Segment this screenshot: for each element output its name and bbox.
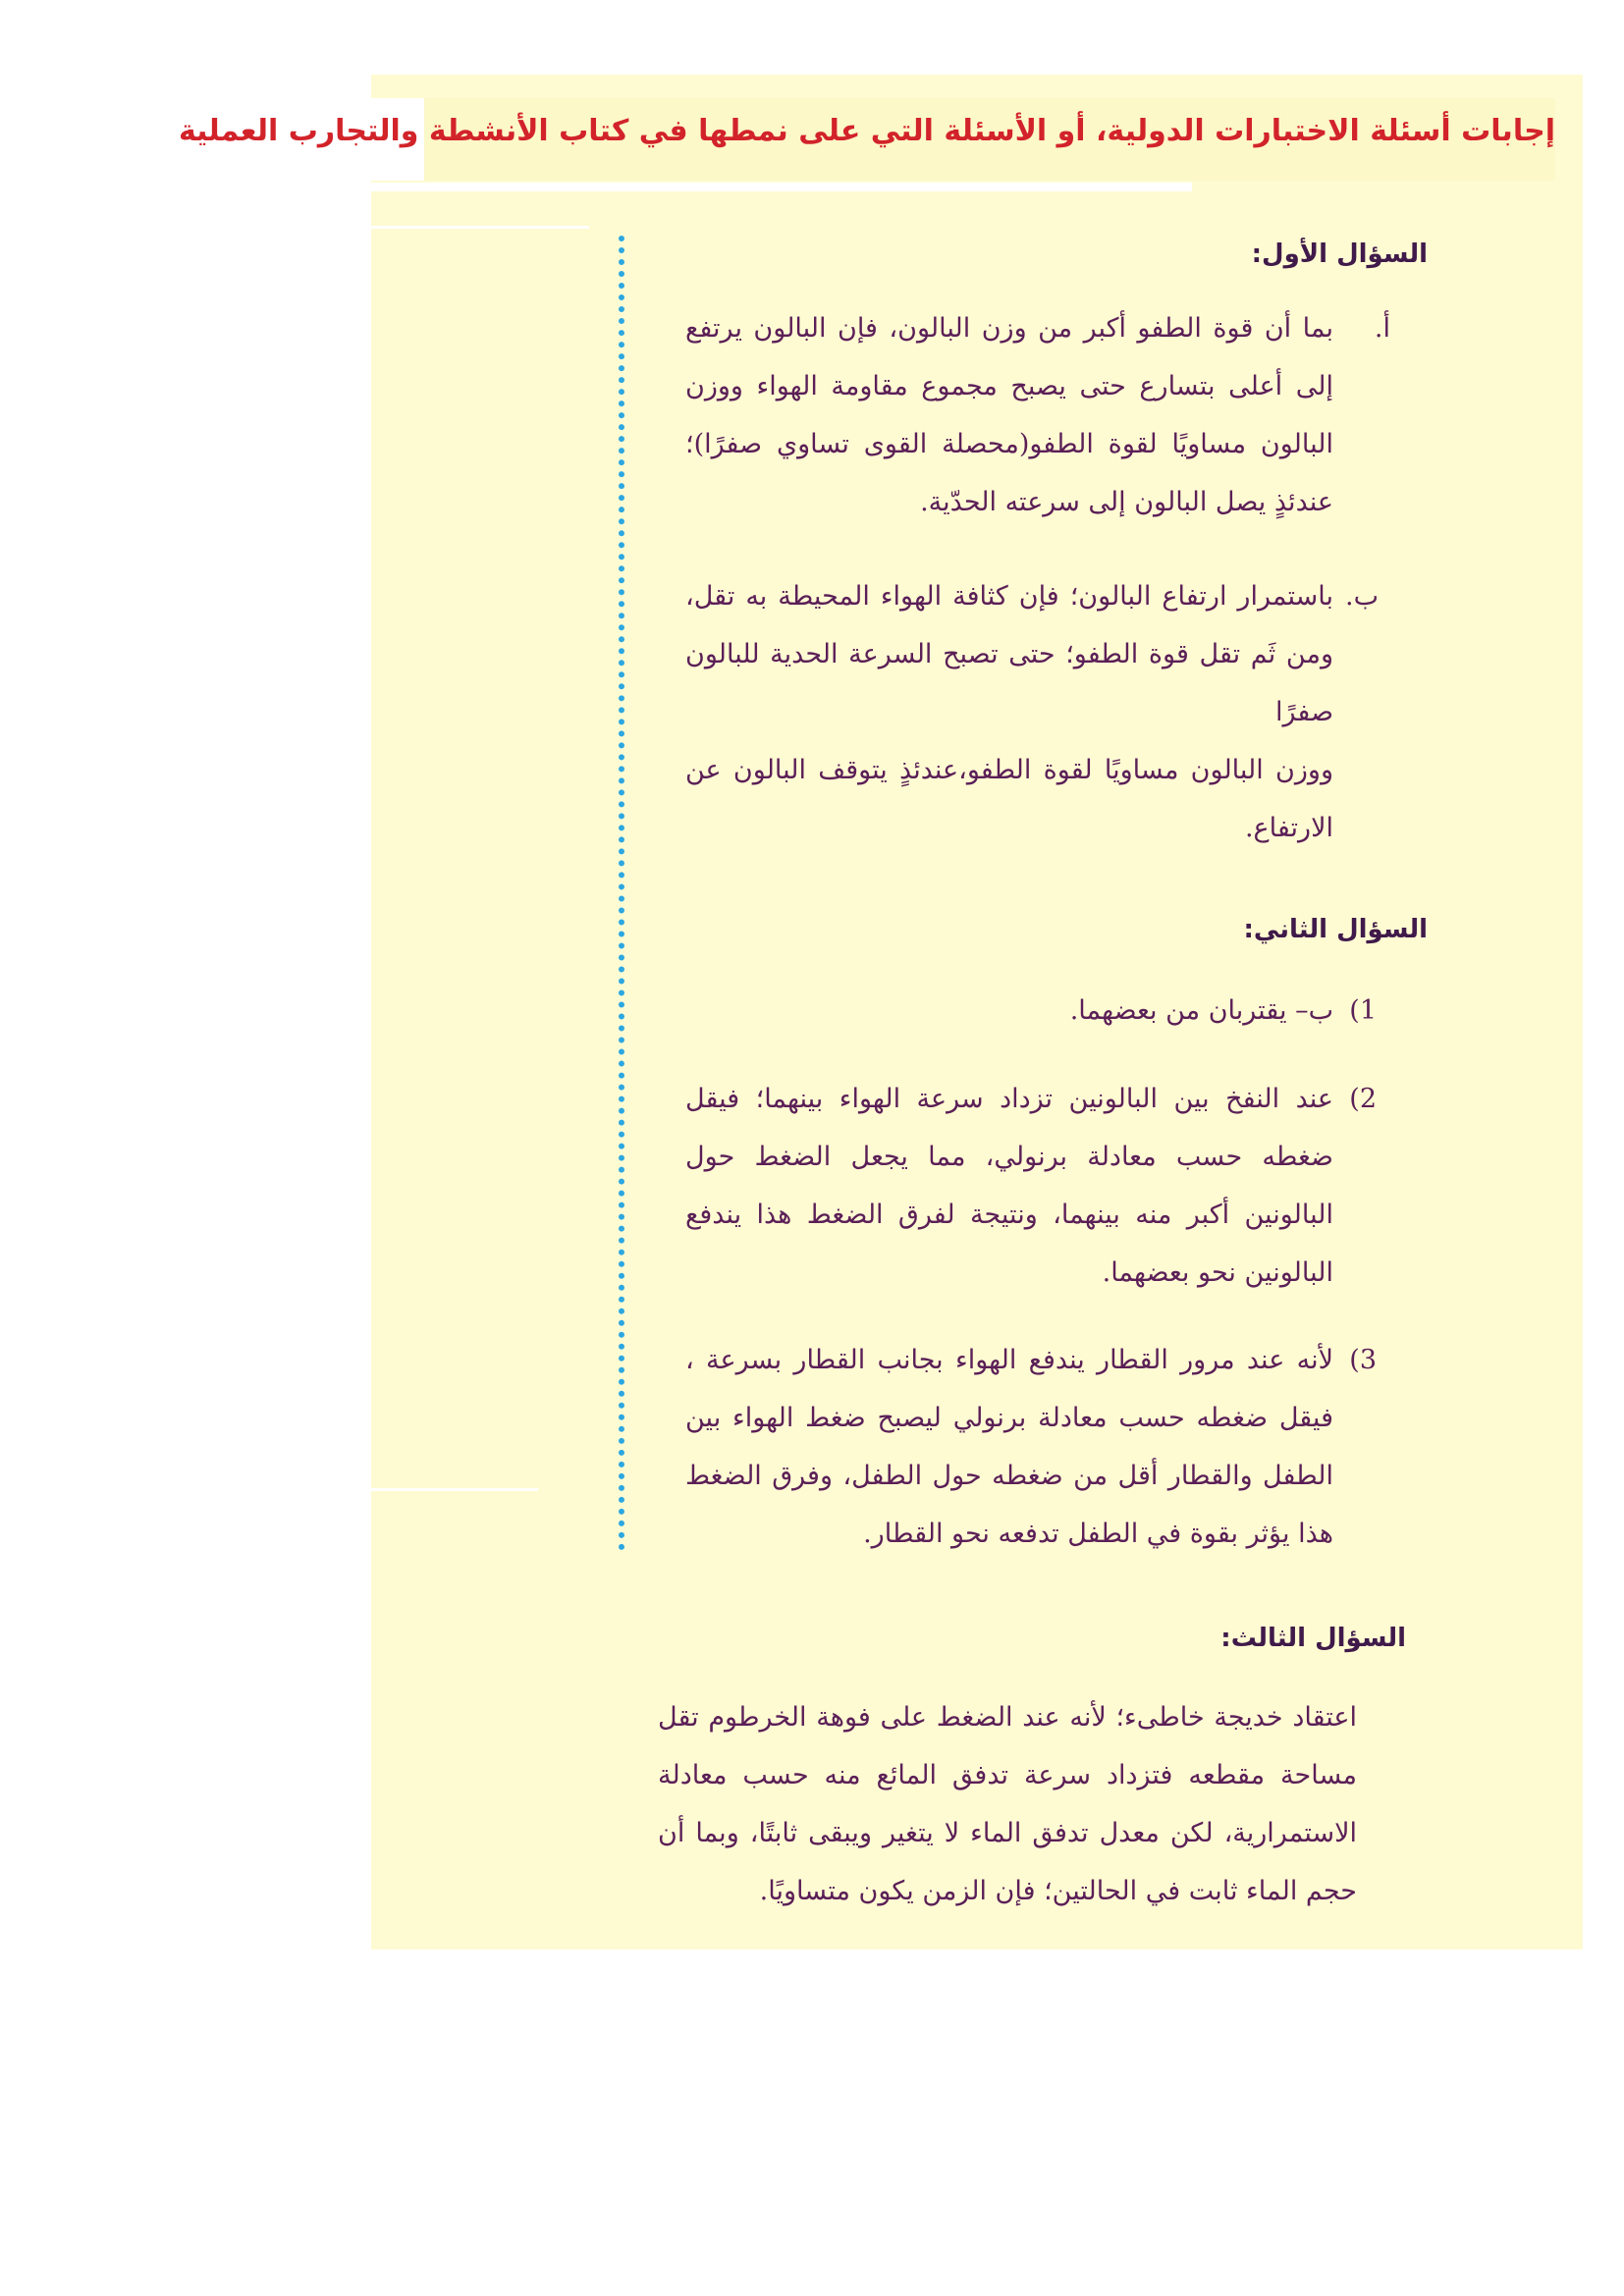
q2-item-3-text: لأنه عند مرور القطار يندفع الهواء بجانب القطار بسرعة ، فيقل ضغطه حسب معادلة برنولي ليصبح ضغط الهواء بين الطفل والقطار أقل من ضغطه حول الطفل، وفرق الضغط هذا يؤثر بقوة في الطفل تدفعه نحو القطار. xyxy=(685,1345,1333,1549)
page-title: إجابات أسئلة الاختبارات الدولية، أو الأسئلة التي على نمطها في كتاب الأنشطة والتجارب العملية xyxy=(178,114,1555,148)
item-a-marker: أ. xyxy=(1374,313,1390,344)
question-2-heading: السؤال الثاني: xyxy=(1243,915,1428,944)
q2-item-2-marker: 2) xyxy=(1349,1084,1377,1114)
q2-item-1-marker: 1) xyxy=(1349,995,1377,1026)
q2-item-2-text: عند النفخ بين البالونين تزداد سرعة الهواء بينهما؛ فيقل ضغطه حسب معادلة برنولي، مما يجعل الضغط حول البالونين أكبر منه بينهما، ونتيجة لفرق الضغط هذا يندفع البالونين نحو بعضهما. xyxy=(685,1084,1333,1288)
question-1-heading: السؤال الأول: xyxy=(1251,240,1428,269)
item-a-text: بما أن قوة الطفو أكبر من وزن البالون، فإن البالون يرتفع إلى أعلى بتسارع حتى يصبح مجموع مقاومة الهواء ووزن البالون مساويًا لقوة الطفو(محصلة القوى تساوي صفرًا)؛ عندئذٍ يصل البالون إلى سرعته الحدّية. xyxy=(685,313,1333,517)
ghost-line-bottom xyxy=(371,1488,538,1491)
item-b-text-1: باستمرار ارتفاع البالون؛ فإن كثافة الهواء المحيطة به تقل، ومن ثَم تقل قوة الطفو؛ حتى تصبح السرعة الحدية للبالون صفرًا xyxy=(685,581,1333,727)
q3-text: اعتقاد خديجة خاطىء؛ لأنه عند الضغط على فوهة الخرطوم تقل مساحة مقطعه فتزداد سرعة تدفق المائع منه حسب معادلة الاستمرارية، لكن معدل تدفق الماء لا يتغير ويبقى ثابتًا، وبما أن حجم الماء ثابت في الحالتين؛ فإن الزمن يكون متساويًا. xyxy=(658,1702,1357,1906)
dotted-divider xyxy=(619,236,624,1551)
item-b-text-2: ووزن البالون مساويًا لقوة الطفو،عندئذٍ يتوقف البالون عن الارتفاع. xyxy=(685,755,1333,843)
q2-item-1-text: ب– يقتربان من بعضهما. xyxy=(1069,995,1333,1026)
item-b-marker: ب. xyxy=(1344,581,1379,612)
header-rule xyxy=(371,183,1192,191)
ghost-line-top xyxy=(371,226,589,229)
q2-item-3-marker: 3) xyxy=(1349,1345,1377,1375)
question-3-heading: السؤال الثالث: xyxy=(1220,1624,1406,1653)
